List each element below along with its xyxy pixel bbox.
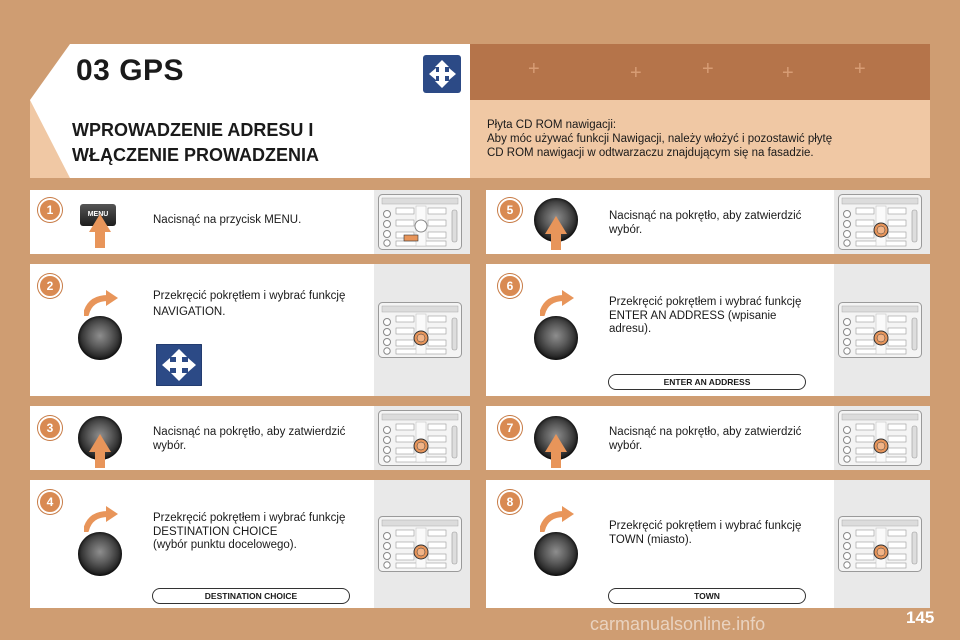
- radio-unit-illustration: [838, 194, 922, 250]
- step-card-4: [30, 480, 470, 608]
- step-5-text: Nacisnąć na pokrętło, aby zatwierdzić wybór.: [609, 210, 802, 236]
- radio-unit-illustration: [838, 516, 922, 572]
- watermark: carmanualsonline.info: [590, 614, 766, 634]
- step-1-text: Nacisnąć na przycisk MENU.: [153, 214, 302, 226]
- step-number-5: 5: [498, 198, 522, 222]
- push-arrow-icon: [545, 434, 567, 468]
- page-number: 145: [906, 608, 935, 627]
- step-card-1: [30, 190, 470, 254]
- menu-button[interactable]: MENU: [80, 204, 116, 226]
- info-line2: Aby móc używać funkcji Nawigacji, należy włożyć i pozostawić płytę: [487, 133, 833, 145]
- step-card-5: [486, 190, 930, 254]
- step-3-text: Nacisnąć na pokrętło, aby zatwierdzić wybór.: [153, 426, 346, 452]
- rotary-knob: [78, 532, 122, 576]
- radio-unit-illustration: [378, 194, 462, 250]
- step-card-2: [30, 264, 470, 396]
- push-arrow-icon: [89, 434, 111, 468]
- menu-option-town: TOWN: [608, 588, 806, 604]
- radio-unit-illustration: [378, 410, 462, 466]
- info-line1: Płyta CD ROM nawigacji:: [487, 119, 617, 131]
- step-card-6: [486, 264, 930, 396]
- step-card-8: [486, 480, 930, 608]
- step-card-3: [30, 406, 470, 470]
- step-number-1: 1: [38, 198, 62, 222]
- step-card-7: [486, 406, 930, 470]
- push-arrow-icon: [89, 214, 111, 248]
- cd-rom-info: [487, 118, 927, 160]
- menu-option-destination-choice: DESTINATION CHOICE: [152, 588, 350, 604]
- step-4-text: Przekręcić pokrętłem i wybrać funkcję DESTINATION CHOICE (wybór punktu docelowego).: [153, 512, 346, 551]
- step-number-7: 7: [498, 416, 522, 440]
- rotary-knob: [534, 532, 578, 576]
- step-number-4: 4: [38, 490, 62, 514]
- rotate-arrow-icon: [84, 290, 118, 316]
- rotate-arrow-icon: [540, 290, 574, 316]
- radio-unit-illustration: [838, 302, 922, 358]
- radio-unit-illustration: [378, 302, 462, 358]
- rotary-knob: [78, 316, 122, 360]
- rotary-knob: [534, 316, 578, 360]
- rotate-arrow-icon: [84, 506, 118, 532]
- menu-option-enter-an-address: ENTER AN ADDRESS: [608, 374, 806, 390]
- step-number-6: 6: [498, 274, 522, 298]
- navigation-icon: [423, 55, 461, 93]
- page-title-line2: WŁĄCZENIE PROWADZENIA: [72, 145, 319, 165]
- push-arrow-icon: [545, 216, 567, 250]
- step-number-2: 2: [38, 274, 62, 298]
- header-decoration: + + + + +: [470, 44, 930, 100]
- step-6-text: Przekręcić pokrętłem i wybrać funkcję ENTER AN ADDRESS (wpisanie adresu).: [609, 296, 802, 335]
- step-number-8: 8: [498, 490, 522, 514]
- radio-unit-illustration: [838, 410, 922, 466]
- step-2-text: Przekręcić pokrętłem i wybrać funkcję NAVIGATION.: [153, 290, 346, 318]
- page-title: [72, 118, 319, 168]
- info-line3: CD ROM nawigacji w odtwarzaczu znajdującym się na fasadzie.: [487, 147, 814, 159]
- page-title-line1: WPROWADZENIE ADRESU I: [72, 120, 314, 140]
- step-8-text: Przekręcić pokrętłem i wybrać funkcję TOWN (miasto).: [609, 520, 802, 546]
- radio-unit-illustration: [378, 516, 462, 572]
- navigation-icon: [156, 344, 202, 386]
- rotate-arrow-icon: [540, 506, 574, 532]
- step-number-3: 3: [38, 416, 62, 440]
- step-7-text: Nacisnąć na pokrętło, aby zatwierdzić wybór.: [609, 426, 802, 452]
- chapter-title: 03 GPS: [76, 54, 185, 87]
